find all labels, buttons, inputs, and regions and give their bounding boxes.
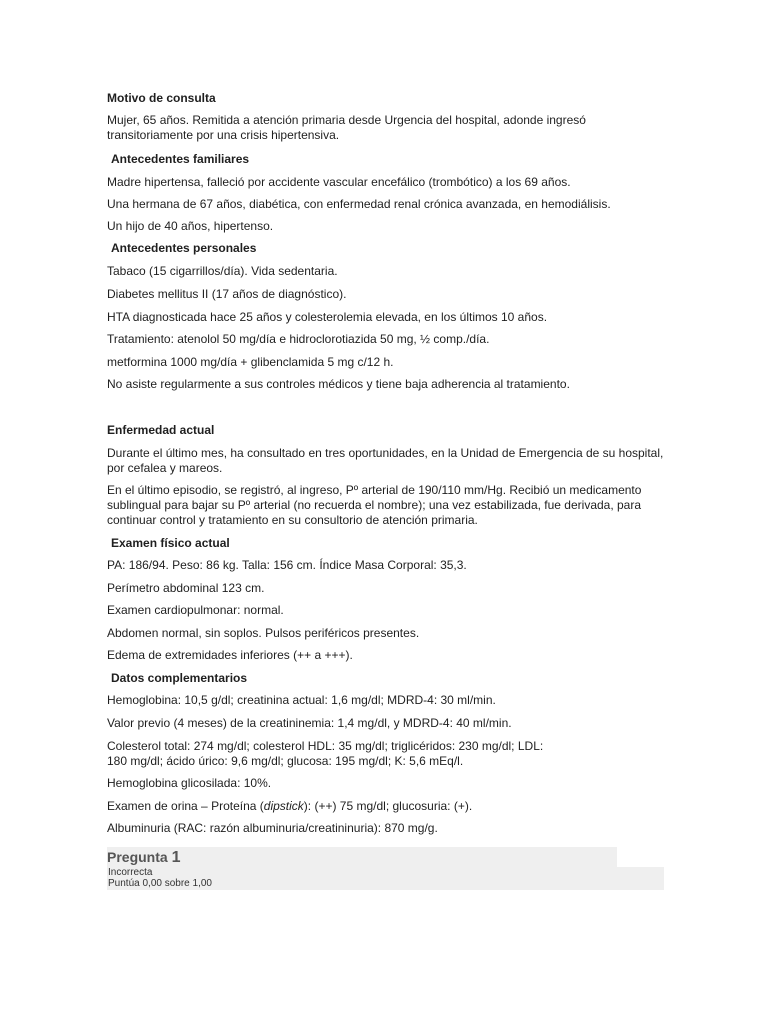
question-title [107, 849, 180, 867]
datos-line: Colesterol total: 274 mg/dl; colesterol HDL: 35 mg/dl; triglicéridos: 230 mg/dl; LDL: 180 mg/dl; ácido úrico: 9,6 mg/dl; glucosa: 195 mg/dl; K: 5,6 mEq/l. [107, 739, 544, 768]
examen-line: Edema de extremidades inferiores (++ a +++). [107, 648, 353, 662]
question-number: 1 [171, 849, 181, 866]
question-status: Incorrecta [108, 867, 153, 878]
urine-exam-prefix: Examen de orina – Proteína ( [107, 799, 264, 813]
albuminuria-line: Albuminuria (RAC: razón albuminuria/creatininuria): 870 mg/g. [107, 821, 438, 835]
personales-line: No asiste regularmente a sus controles médicos y tiene baja adherencia al tratamiento. [107, 377, 570, 391]
section-title-datos: Datos complementarios [111, 671, 248, 685]
section-title-familiares: Antecedentes familiares [111, 152, 250, 166]
personales-line: Tratamiento: atenolol 50 mg/día e hidroclorotiazida 50 mg, ½ comp./día. [107, 332, 490, 346]
urine-exam-suffix: ): (++) 75 mg/dl; glucosuria: (+). [303, 799, 473, 813]
question-score: Puntúa 0,00 sobre 1,00 [108, 878, 212, 889]
section-title-examen: Examen físico actual [111, 536, 230, 550]
examen-line: Abdomen normal, sin soplos. Pulsos periféricos presentes. [107, 626, 420, 640]
personales-line: metformina 1000 mg/día + glibenclamida 5 mg c/12 h. [107, 355, 394, 369]
section-title-actual: Enfermedad actual [107, 423, 215, 437]
datos-line: Valor previo (4 meses) de la creatininemia: 1,4 mg/dl, y MDRD-4: 40 ml/min. [107, 716, 512, 730]
personales-line: HTA diagnosticada hace 25 años y colesterolemia elevada, en los últimos 10 años. [107, 310, 548, 324]
personales-line: Tabaco (15 cigarrillos/día). Vida sedentaria. [107, 264, 338, 278]
familiares-line: Madre hipertensa, falleció por accidente vascular encefálico (trombótico) a los 69 años. [107, 175, 571, 189]
examen-line: PA: 186/94. Peso: 86 kg. Talla: 156 cm. Índice Masa Corporal: 35,3. [107, 558, 467, 572]
actual-line: En el último episodio, se registró, al ingreso, Pº arterial de 190/110 mm/Hg. Recibió un medicamento sublingual para bajar su Pº arterial (no recuerda el nombre); una vez estabilizada, fue derivada, para continuar control y tratamiento en su consultorio de atención primaria. [107, 483, 642, 527]
actual-line: Durante el último mes, ha consultado en tres oportunidades, en la Unidad de Emergencia de su hospital, por cefalea y mareos. [107, 446, 664, 475]
section-title-personales: Antecedentes personales [111, 241, 257, 255]
question-label: Pregunta [107, 849, 168, 865]
motivo-line: Mujer, 65 años. Remitida a atención primaria desde Urgencia del hospital, adonde ingresó transitoriamente por una crisis hipertensiva. [107, 113, 586, 142]
datos-line: Hemoglobina: 10,5 g/dl; creatinina actual: 1,6 mg/dl; MDRD-4: 30 ml/min. [107, 693, 496, 707]
section-title-motivo: Motivo de consulta [107, 91, 216, 105]
familiares-line: Una hermana de 67 años, diabética, con enfermedad renal crónica avanzada, en hemodiálisis. [107, 197, 611, 211]
urine-exam-italic: dipstick [263, 799, 304, 813]
familiares-line: Un hijo de 40 años, hipertenso. [107, 219, 274, 233]
question-header-background [107, 847, 617, 867]
examen-line: Examen cardiopulmonar: normal. [107, 603, 284, 617]
examen-line: Perímetro abdominal 123 cm. [107, 581, 265, 595]
datos-line: Hemoglobina glicosilada: 10%. [107, 776, 272, 790]
personales-line: Diabetes mellitus II (17 años de diagnóstico). [107, 287, 347, 301]
urine-exam-line [107, 799, 667, 814]
